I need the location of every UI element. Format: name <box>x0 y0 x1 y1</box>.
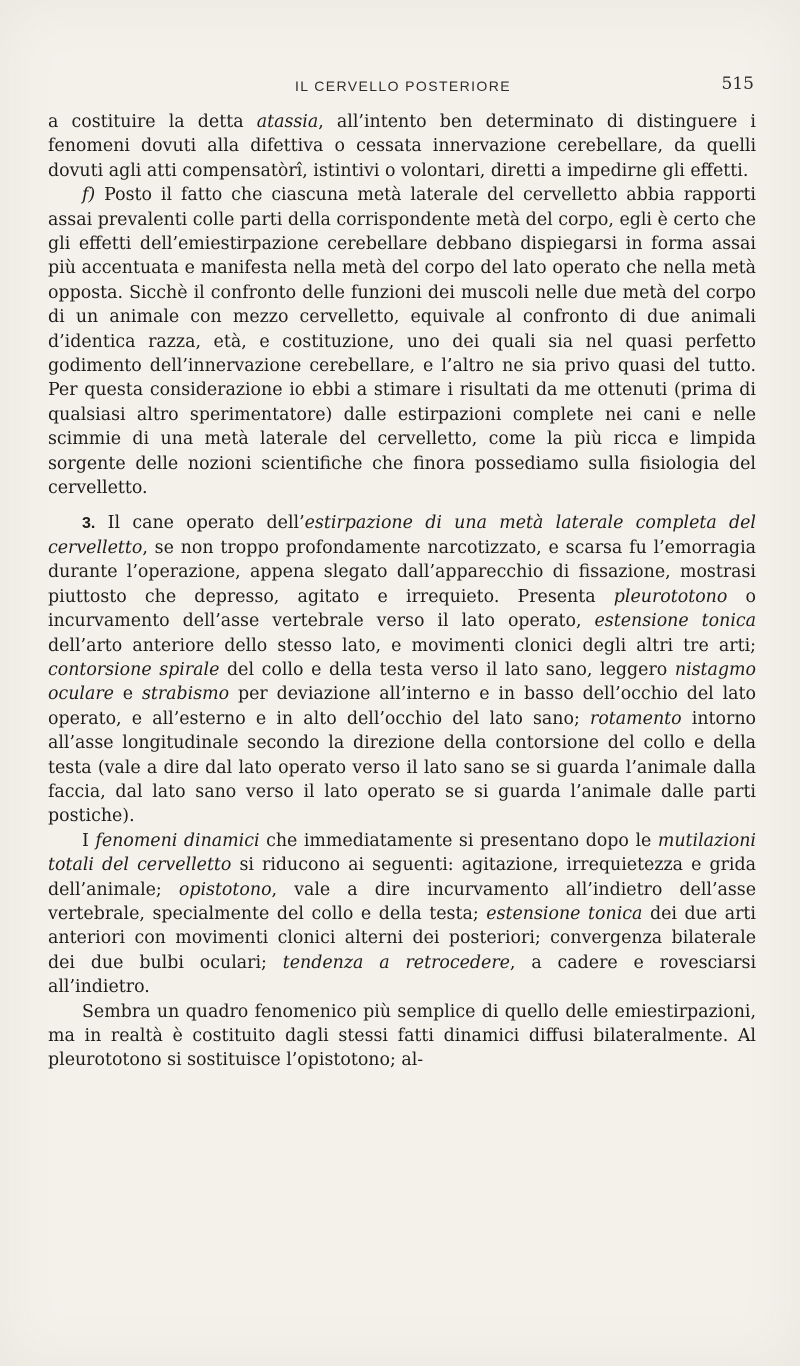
section-number: 3. <box>82 514 96 532</box>
paragraph-f <box>48 183 756 500</box>
section-3-text-h: intorno all’asse longitudinale secondo la direzione della contorsione del collo e della testa (vale a dire dal lato operato verso il lato sano se si guarda l’animale dalla faccia, dal lato sano verso il lato operato se si guarda l’animale dalle parti postiche). <box>48 708 756 827</box>
term-estirpazione: estirpazione di una metà laterale completa del cervelletto <box>48 512 756 558</box>
paragraph-4-text-f: , a cadere e rovesciarsi all’indietro. <box>48 952 757 998</box>
page-number: 515 <box>721 74 754 94</box>
section-3 <box>48 511 756 829</box>
paragraph-1 <box>48 110 756 183</box>
section-3-text-a: Il cane operato dell’ <box>95 512 305 533</box>
paragraph-4-text-b: che immediatamente si presentano dopo le <box>259 830 658 851</box>
term-rotamento: rotamento <box>590 708 682 729</box>
term-atassia: atassia <box>256 112 319 132</box>
paragraph-4-text-a: I <box>82 830 96 851</box>
section-3-text-e: del collo e della testa verso il lato sano, leggero <box>219 659 675 680</box>
paragraph-sembra: Sembra un quadro fenomenico più semplice di quello delle emiestirpazioni, ma in realtà è costituito dagli stessi fatti dinamici diffusi bilateralmente. Al pleurototono si sostituisce l’opistotono; al- <box>48 1001 756 1071</box>
term-mutilazioni: mutilazioni totali del cervelletto <box>48 830 756 876</box>
paragraph-f-text: Posto il fatto che ciascuna metà laterale del cervelletto abbia rapporti assai prevalenti colle parti della corrispondente metà del corpo, egli è certo che gli effetti dell’emiestirpazione cerebellare debbano dispiegarsi in forma assai più accentuata e manifesta nella metà del corpo del lato operato che nella metà opposta. Sicchè il confronto delle funzioni dei muscoli nelle due metà del corpo di un animale con mezzo cervelletto, equivale al confronto di due animali d’identica razza, età, e costituzione, uno dei quali sia nel quasi perfetto godimento dell’innervazione cerebellare, e l’altro ne sia privo quasi del tutto. Per questa considerazione io ebbi a stimare i risultati da me ottenuti (prima di qualsiasi altro sperimentatore) dalle estirpazioni complete nei cani e nelle scimmie di una metà laterale del cervelletto, come la più ricca e limpida sorgente delle nozioni scientifiche che finora possediamo sulla fisiologia del cervelletto. <box>48 185 756 499</box>
term-nistagmo: nistagmo oculare <box>48 659 757 705</box>
body-text <box>48 110 756 1073</box>
term-contorsione-spirale: contorsione spirale <box>48 659 220 680</box>
term-tendenza: tendenza a retrocedere <box>282 952 510 973</box>
paragraph-4-text-d: , vale a dire incurvamento all’indietro dell’asse vertebrale, specialmente del collo e della testa; <box>48 879 756 924</box>
term-strabismo: strabismo <box>141 684 230 705</box>
section-3-text-b: , se non troppo profondamente narcotizzato, e scarsa fu l’emorragia durante l’operazione, appena slegato dall’apparecchio di fissazione, mostrasi piuttosto che depresso, agitato e irrequieto. Presenta <box>48 537 756 607</box>
section-3-text-c: o incurvamento dell’asse vertebrale verso il lato operato, <box>48 586 757 632</box>
paragraph-fenomeni <box>48 829 756 1000</box>
term-pleurototono: pleurototono <box>613 586 728 607</box>
paragraph-4-text-c: si riducono ai seguenti: agitazione, irrequietezza e grida dell’animale; <box>48 855 756 900</box>
paragraph-1-text-b: , all’intento ben determinato di distinguere i fenomeni dovuti alla difettiva o cessata innervazione cerebellare, da quelli dovuti agli atti compensatòrî, istintivi o volontari, diretti a impedirne gli effetti. <box>48 112 756 181</box>
page-header <box>48 72 758 100</box>
item-label-f: f) <box>82 185 96 206</box>
paragraph-4-text-e: dei due arti anteriori con movimenti clonici alterni dei posteriori; convergenza bilaterale dei due bulbi oculari; <box>48 904 756 973</box>
section-3-text-d: dell’arto anteriore dello stesso lato, e movimenti clonici degli altri tre arti; <box>48 635 756 656</box>
running-title: IL CERVELLO POSTERIORE <box>295 78 511 94</box>
section-3-text-f: e <box>113 684 142 705</box>
paragraph-1-text-a: a costituire la detta <box>48 112 257 132</box>
term-estensione-tonica: estensione tonica <box>594 611 756 632</box>
section-3-text-g: per deviazione all’interno e in basso dell’occhio del lato operato, e all’esterno e in alto dell’occhio del lato sano; <box>48 684 756 729</box>
term-opistotono: opistotono <box>178 879 272 900</box>
term-estensione-tonica-2: estensione tonica <box>486 904 643 924</box>
term-fenomeni-dinamici: fenomeni dinamici <box>95 830 260 851</box>
